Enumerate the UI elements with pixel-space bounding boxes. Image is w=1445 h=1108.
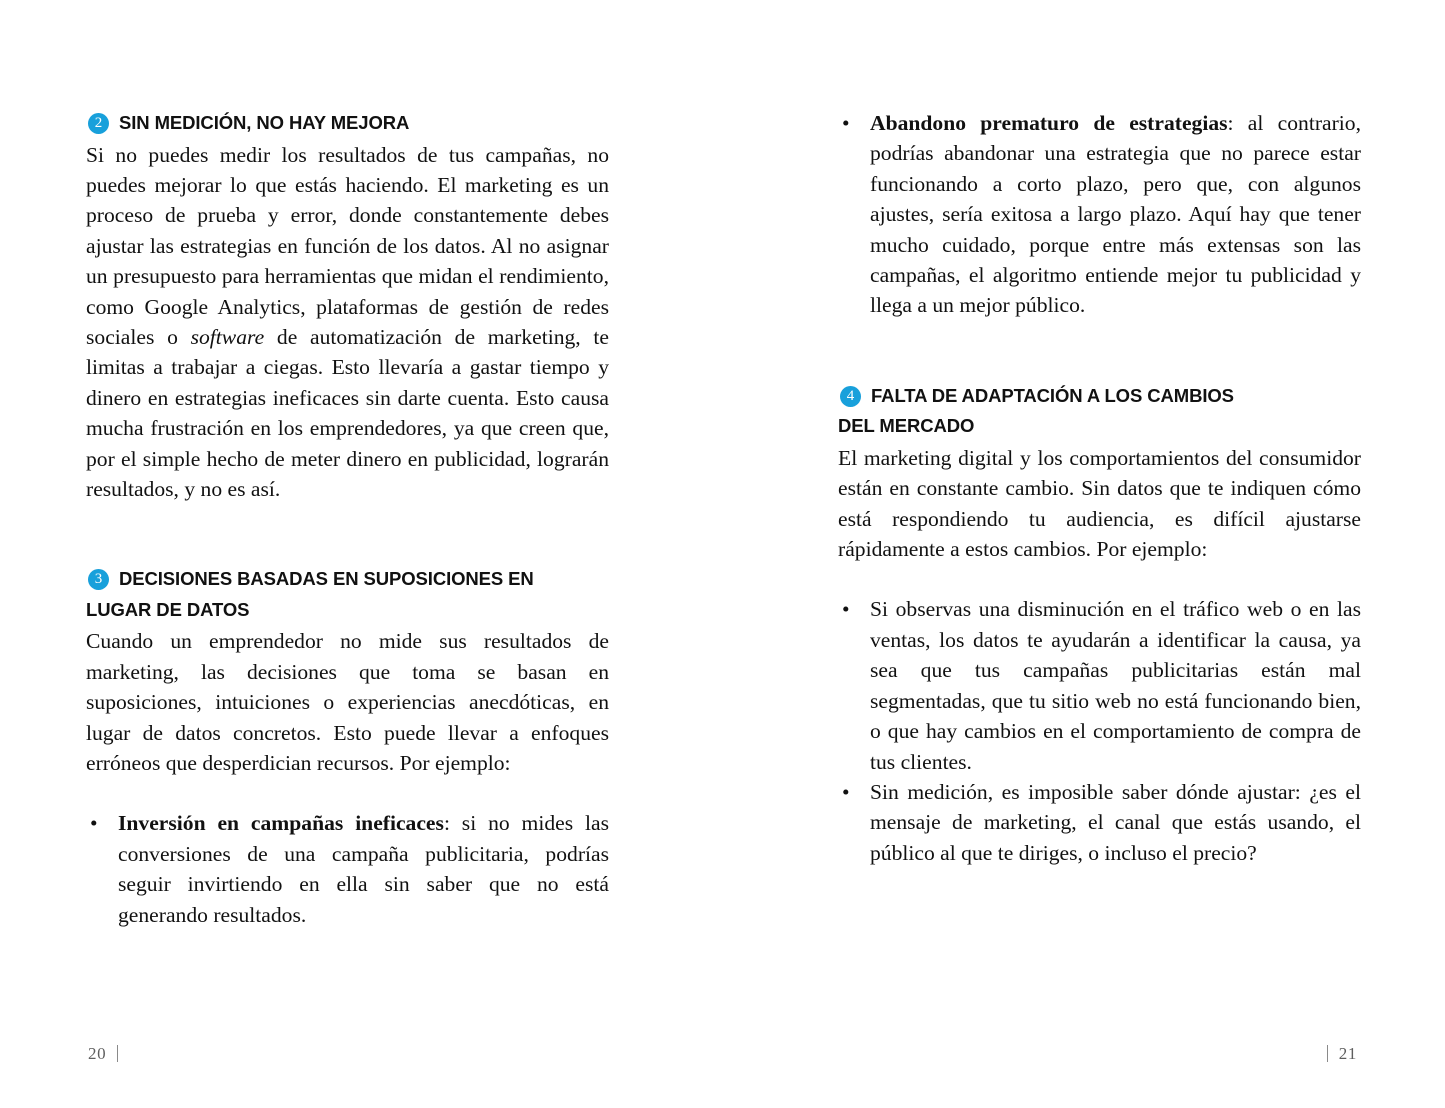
bullet-lead-text: Inversión en campañas ineficaces [118,811,444,836]
left-page-column [86,108,609,930]
page-number-left: 20 [88,1044,107,1063]
folio-rule [117,1045,118,1062]
list-spacer [86,778,609,808]
bullet-body-text: : al contrario, podrías abandonar una estrategia que no parece estar funcionando a corto plazo, pero que, con algunos ajustes, sería exitosa a largo plazo. Aquí hay que tener mucho cuidado, porque entre más extensas son las campañas, el algoritmo entiende mejor tu publicidad y llega a un mejor público. [870,111,1361,318]
section-heading-4-line-1: FALTA DE ADAPTACIÓN A LOS CAMBIOS [871,384,1234,406]
bullet-lead-text: Abandono prematuro de estrategias [870,111,1228,135]
section-2-paragraph-part-a: Si no puedes medir los resultados de tus campañas, no puedes mejorar lo que estás haciendo. El marketing es un proceso de prueba y error, donde constantemente debes ajustar las estrategias en función de los datos. Al no asignar un presupuesto para herramientas que midan el rendimiento, como Google Analytics, plataformas de gestión de redes sociales o [86,142,609,349]
bullet-body-text: : si no mides las conversiones de una campaña publicitaria, podrías seguir invirtiendo en ella sin saber que no está generando resultados. [118,811,609,927]
page-number-right: 21 [1338,1044,1357,1063]
folio-rule [1327,1045,1328,1062]
bullet-dot-icon: • [90,811,98,836]
folio-left [88,1044,129,1064]
section-number-badge-4: 4 [840,386,861,407]
list-item [838,777,1361,868]
list-item [838,594,1361,776]
section-4-bullet-list [838,594,1361,868]
right-page-column [838,108,1361,868]
section-4-paragraph: El marketing digital y los comportamientos del consumidor están en constante cambio. Sin datos que te indiquen cómo está respondiendo tu audiencia, es difícil ajustarse rápidamente a estos cambios. Por ejemplo: [838,445,1361,562]
bullet-dot-icon: • [842,597,850,622]
list-item [86,808,609,930]
section-heading-2-line-1: SIN MEDICIÓN, NO HAY MEJORA [119,112,410,133]
section-3-paragraph: Cuando un emprendedor no mide sus resultados de marketing, las decisiones que toma se basan en suposiciones, intuiciones o experiencias anecdóticas, en lugar de datos concretos. Esto puede llevar a enfoques erróneos que desperdician recursos. Por ejemplo: [86,629,609,775]
list-item [838,108,1361,321]
folio-right [1316,1044,1357,1064]
list-spacer [838,564,1361,594]
section-number-badge-2: 2 [88,113,109,134]
section-heading-2 [86,108,609,139]
italic-term-software: software [190,324,265,349]
section-2-paragraph [86,140,609,505]
bullet-body-text: Sin medición, es imposible saber dónde ajustar: ¿es el mensaje de marketing, el canal que estás usando, el público al que te diriges, o incluso el precio? [870,779,1361,865]
bullet-body-text: Si observas una disminución en el tráfico web o en las ventas, los datos te ayudarán a identificar la causa, ya sea que tus campañas publicitarias están mal segmentadas, que tu sitio web no está funcionando bien, o que hay cambios en el comportamiento de compra de tus clientes. [870,597,1361,774]
section-heading-3 [86,564,609,625]
continued-bullet-list [838,108,1361,321]
section-3-bullet-list [86,808,609,930]
section-heading-3-line-2: LUGAR DE DATOS [86,598,250,620]
section-number-badge-3: 3 [88,569,109,590]
section-heading-4 [838,381,1361,442]
section-heading-3-line-1: DECISIONES BASADAS EN SUPOSICIONES EN [119,568,534,590]
bullet-dot-icon: • [842,111,850,135]
section-2-paragraph-part-b: de automatización de marketing, te limitas a trabajar a ciegas. Esto llevaría a gastar tiempo y dinero en estrategias ineficaces sin darte cuenta. Esto causa mucha frustración en los emprendedores, ya que creen que, por el simple hecho de meter dinero en publicidad, lograrán resultados, y no es así. [86,324,610,501]
section-heading-4-line-2: DEL MERCADO [838,415,975,437]
section-spacer [838,321,1361,381]
section-spacer [86,504,609,564]
bullet-dot-icon: • [842,779,850,804]
